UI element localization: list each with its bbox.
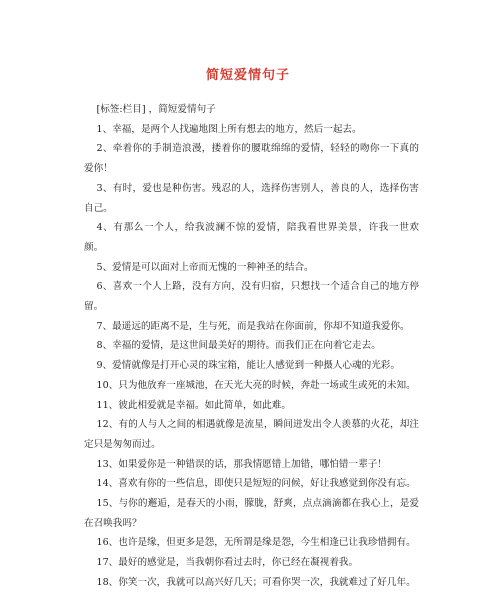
paragraph-4: 4、有那么一个人，给我波澜不惊的爱情，陪我看世界美景，许我一世欢颜。 <box>84 222 419 253</box>
paragraph-17: 17、最好的感觉是，当我朝你看过去时，你已经在凝视着我。 <box>96 557 359 569</box>
paragraph-2: 2、牵着你的手制造浪漫，搂着你的腰耽绵绵的爱情，轻轻的吻你一下真的爱你！ <box>84 143 419 175</box>
document-title: 简短爱情句子 <box>205 68 290 83</box>
paragraph-18: 18、你笑一次，我就可以高兴好几天；可看你哭一次，我就难过了好几年。 <box>96 576 416 588</box>
tag-line: [标签:栏目] ，简短爱情句子 <box>96 104 216 115</box>
paragraph-8: 8、幸福的爱情，是这世间最美好的期待。而我们正在向着它走去。 <box>96 340 381 352</box>
paragraph-7: 7、最遥远的距离不是，生与死，而是我站在你面前，你却不知道我爱你。 <box>96 320 410 332</box>
paragraph-10: 10、只为他放弃一座城池，在天光大亮的时候，奔赴一场或生或死的未知。 <box>96 379 416 391</box>
paragraph-15: 15、与你的邂逅，是春天的小雨，朦胧，舒爽，点点滴滴都在我心上，是爱在召唤我吗？ <box>84 498 419 529</box>
paragraph-12: 12、有的人与人之间的相遇就像是流星，瞬间迸发出令人羡慕的火花，却注定只是匆匆而过。 <box>84 419 419 450</box>
paragraph-5: 5、爱情是可以面对上帝而无愧的一种神圣的结合。 <box>96 261 314 273</box>
paragraph-13: 13、如果爱你是一种错误的话，那我情愿错上加错，哪怕错一辈子！ <box>96 458 387 470</box>
paragraph-14: 14、喜欢有你的一些信息，即使只是短短的问候，好让我感觉到你没有忘。 <box>96 478 416 490</box>
paragraph-6: 6、喜欢一个人上路，没有方向，没有归宿，只想找一个适合自己的地方停留。 <box>84 281 419 313</box>
document-body <box>84 100 419 593</box>
paragraph-3: 3、有时，爱也是种伤害。残忍的人，选择伤害别人，善良的人，选择伤害自己。 <box>84 182 419 214</box>
paragraph-16: 16、也许是缘，但更多是怨，无所谓是缘是怨，今生相逢已让我珍惜拥有。 <box>96 537 416 549</box>
paragraph-11: 11、彼此相爱就是幸福。如此简单，如此难。 <box>96 399 291 411</box>
paragraph-1: 1、幸福，是两个人找遍地图上所有想去的地方，然后一起去。 <box>96 123 362 135</box>
paragraph-9: 9、爱情就像是打开心灵的珠宝箱，能让人感觉到一种摄人心魂的光彩。 <box>96 360 400 372</box>
